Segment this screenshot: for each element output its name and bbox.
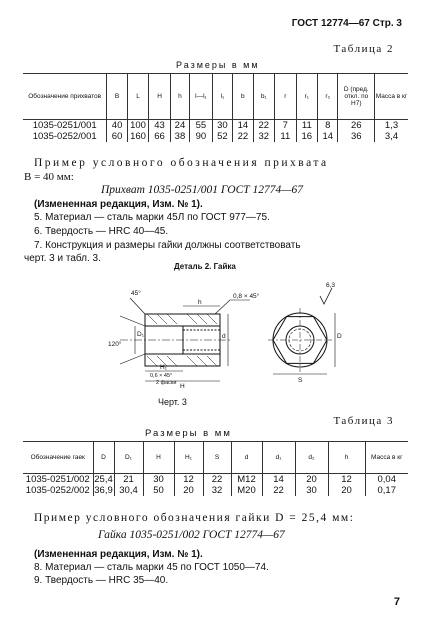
table3-cell: M20: [231, 485, 262, 496]
clause-item: 9. Твердость — HRC 35—40.: [34, 575, 169, 586]
designation: Прихват 1035-0251/001 ГОСТ 12774—67: [101, 184, 304, 197]
table3-cell: 20: [328, 485, 365, 496]
table3-header-cell: H₁: [174, 442, 203, 474]
fillet-note: 2 фаски: [156, 380, 177, 386]
table3-cell: 12: [328, 474, 365, 486]
page-header: ГОСТ 12774—67 Стр. 3: [291, 18, 402, 29]
dim-label: h: [198, 299, 202, 306]
figure-caption: Черт. 3: [158, 397, 187, 407]
table2-cell: 1,3: [375, 120, 408, 132]
table2-units-title: Размеры в мм: [176, 60, 260, 70]
table3-header-cell: S: [203, 442, 231, 474]
clause-item: 5. Материал — сталь марки 45Л по ГОСТ 977—75.: [34, 212, 270, 224]
table3-header-cell: Масса в кг: [365, 442, 408, 474]
table3: [23, 441, 408, 496]
table2-cell: 100: [127, 120, 149, 132]
table2-cell: 8: [318, 120, 338, 132]
table3-cell: M12: [231, 474, 262, 486]
table2-cell: 40: [107, 120, 127, 132]
table2-cell: 16: [296, 131, 318, 142]
dim-label: D₁: [137, 331, 144, 338]
table3-cell: 50: [143, 485, 174, 496]
table2-header-cell: B: [107, 74, 127, 120]
table3-cell: 30: [295, 485, 328, 496]
table3-header-cell: H: [143, 442, 174, 474]
table3-cell: 1035-0252/002: [25, 485, 90, 496]
table3-cell: 12: [174, 474, 203, 486]
detail-title: Деталь 2. Гайка: [174, 262, 236, 271]
example-line: Пример условного обозначения гайки D = 25,4 мм:: [34, 512, 355, 524]
dim-label: D: [337, 333, 342, 340]
table3-cell: 21: [114, 474, 143, 486]
table3-cell: 36,9: [94, 485, 113, 496]
table2-header-cell: H: [149, 74, 171, 120]
table2-header-cell: L: [127, 74, 149, 120]
table2-header-cell: b₁: [253, 74, 275, 120]
table3-units-title: Размеры в мм: [145, 428, 232, 439]
table3-cell: 22: [203, 474, 231, 486]
table2-cell: 1035-0252/001: [32, 131, 97, 142]
table2-cell: 55: [190, 120, 213, 132]
table2-cell: 11: [275, 131, 297, 142]
table2-cell: 22: [233, 131, 253, 142]
table2-header-cell: b: [233, 74, 253, 120]
table2-cell: 1035-0251/001: [32, 120, 97, 131]
table3-header-cell: d: [231, 442, 262, 474]
table3-header-cell: d₂: [295, 442, 328, 474]
table2-cell: 26: [338, 120, 375, 132]
table3-header-cell: D: [93, 442, 114, 474]
table2-cell: 14: [233, 120, 253, 132]
clause-item: черт. 3 и табл. 3.: [24, 253, 101, 265]
clause-item: 6. Твердость — HRC 40—45.: [34, 225, 169, 237]
table-row: [23, 485, 408, 496]
table3-header-cell: h: [328, 442, 365, 474]
angle-label: 45°: [131, 290, 141, 297]
table2-header-cell: h: [170, 74, 189, 120]
dim-label: d: [222, 333, 226, 340]
fillet-note: 0,6 × 45°: [150, 373, 173, 379]
table2-cell: 38: [170, 131, 189, 142]
table3-cell: 0,17: [365, 485, 408, 496]
table2-caption: Таблица 2: [333, 43, 394, 55]
table2-cell: 60: [107, 131, 127, 142]
table3-cell: 1035-0251/002: [25, 474, 90, 485]
roughness-label: 6,3: [326, 282, 336, 289]
text-block-2: [34, 511, 406, 587]
table2-cell: 3,4: [375, 131, 408, 142]
table-row: [23, 474, 408, 486]
table2-header-cell: l₁: [212, 74, 232, 120]
clause-item: 8. Материал — сталь марки 45 по ГОСТ 1050—74.: [34, 562, 269, 573]
designation: Гайка 1035-0251/002 ГОСТ 12774—67: [98, 529, 285, 541]
table2-cell: 52: [212, 131, 232, 142]
table2-header-cell: Обозначение прихватов: [23, 74, 107, 120]
table3-cell: 30,4: [114, 485, 143, 496]
table2-cell: 36: [338, 131, 375, 142]
example-line: B = 40 мм:: [24, 170, 74, 183]
table2-cell: 14: [318, 131, 338, 142]
chamfer-label: 0,8 × 45°: [233, 293, 260, 300]
table-row: [23, 120, 408, 132]
table2-header-cell: r₂: [318, 74, 338, 120]
table2-cell: 32: [253, 131, 275, 142]
table3-cell: 30: [143, 474, 174, 486]
example-line: Пример условного обозначения прихвата: [34, 157, 329, 169]
page-number: 7: [393, 596, 400, 608]
angle-label: 120°: [108, 341, 122, 348]
table2-header-cell: Масса в кг: [375, 74, 408, 120]
table3-cell: 32: [203, 485, 231, 496]
dim-label: H₁: [160, 364, 167, 371]
edition-note: (Измененная редакция, Изм. № 1).: [34, 198, 203, 210]
table3-cell: 0,04: [365, 474, 408, 486]
table2-cell: 11: [296, 120, 318, 132]
table2-header-cell: r: [275, 74, 297, 120]
table3-cell: 25,4: [94, 474, 113, 485]
table3-cell: 20: [174, 485, 203, 496]
table3-header-cell: D₁: [114, 442, 143, 474]
table3-cell: 22: [262, 485, 295, 496]
table2-cell: 24: [170, 120, 189, 132]
table2-header-cell: l—l₁: [190, 74, 213, 120]
table2-cell: 30: [212, 120, 232, 132]
table2-cell: 22: [253, 120, 275, 132]
text-block-1: [24, 157, 404, 266]
clause-item: 7. Конструкция и размеры гайки должны соответствовать: [34, 239, 301, 251]
table2-cell: 66: [149, 131, 171, 142]
table3-cell: 14: [262, 474, 295, 486]
table3-header-cell: Обозначение гаек: [23, 442, 93, 474]
table3-cell: 20: [295, 474, 328, 486]
table2-cell: 7: [275, 120, 297, 132]
table2-cell: 160: [127, 131, 149, 142]
dim-label: S: [298, 377, 303, 384]
table2-header-cell: D (пред. откл. по H7): [338, 74, 375, 120]
dim-label: H: [180, 383, 185, 390]
table3-header-cell: d₁: [262, 442, 295, 474]
table2-cell: 90: [190, 131, 213, 142]
table2: [23, 73, 408, 142]
table3-caption: Таблица 3: [333, 415, 394, 427]
table-row: [23, 131, 408, 142]
table2-cell: 43: [149, 120, 171, 132]
nut-drawing: [90, 276, 350, 391]
table2-header-cell: r₁: [296, 74, 318, 120]
edition-note: (Измененная редакция, Изм. № 1).: [34, 549, 203, 560]
